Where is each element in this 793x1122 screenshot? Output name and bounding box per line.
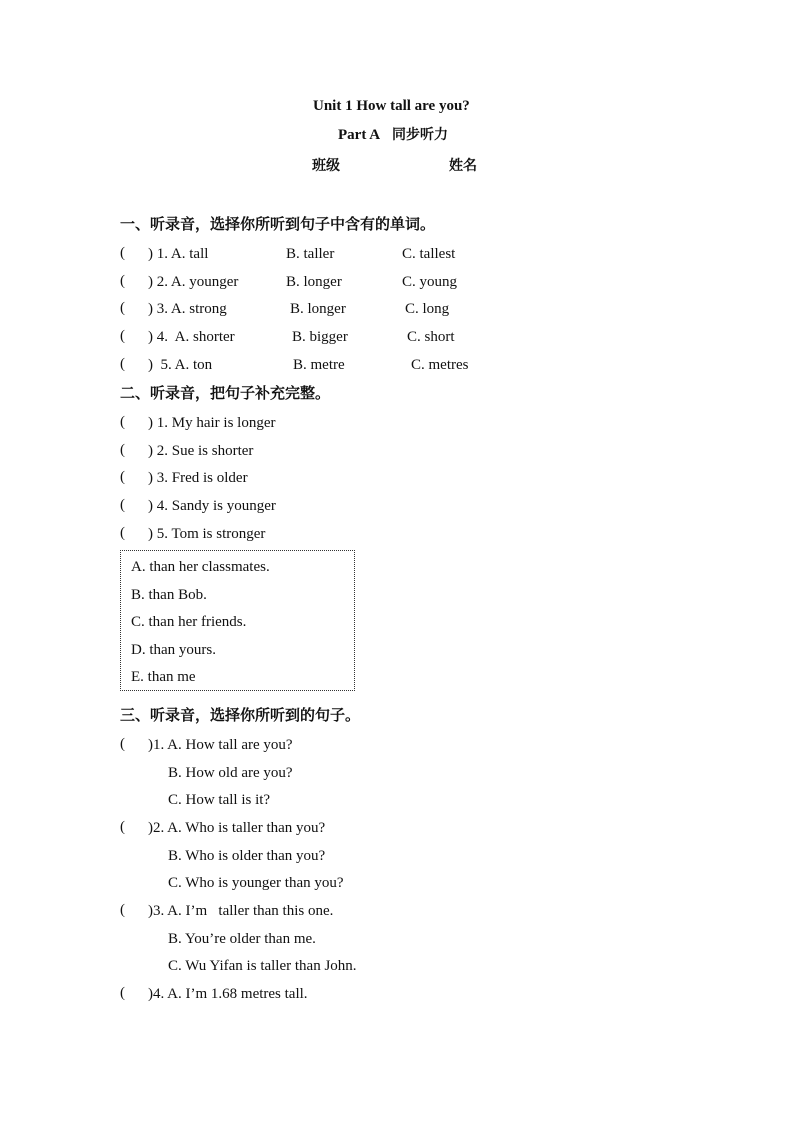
s1-q5-b: B. metre [293,357,345,373]
s3-q3-c: C. Wu Yifan is taller than John. [168,958,357,974]
s1-q5-a: ) 5. A. ton [148,357,213,373]
s1-q3-c: C. long [405,301,450,317]
s1-q4-b: B. bigger [292,329,348,345]
answer-paren: ( [120,356,125,372]
s3-q4-a: )4. A. I’m 1.68 metres tall. [148,986,308,1002]
s2-q4: ) 4. Sandy is younger [148,498,276,514]
section3-heading: 三、听录音，选择你所听到的句子。 [120,706,361,724]
answer-paren: ( [120,442,125,458]
s3-q3-b: B. You’re older than me. [168,931,316,947]
s1-q3-a: ) 3. A. strong [148,301,227,317]
s3-q2-a: )2. A. Who is taller than you? [148,820,326,836]
s2-q2: ) 2. Sue is shorter [148,443,254,459]
option-c: C. than her friends. [131,614,247,630]
s1-q4-a: ) 4. A. shorter [148,329,235,345]
s1-q4-c: C. short [407,329,455,345]
option-d: D. than yours. [131,642,216,658]
option-e: E. than me [131,669,196,685]
s2-q1: ) 1. My hair is longer [148,415,276,431]
s1-q1-a: ) 1. A. tall [148,246,209,262]
s2-q3: ) 3. Fred is older [148,470,248,486]
s1-q5-c: C. metres [411,357,469,373]
s1-q2-c: C. young [402,274,458,290]
s3-q1-c: C. How tall is it? [168,792,271,808]
answer-paren: ( [120,985,125,1001]
worksheet-title: Unit 1 How tall are you? [313,98,470,114]
answer-paren: ( [120,328,125,344]
s1-q1-c: C. tallest [402,246,456,262]
answer-paren: ( [120,300,125,316]
s3-q2-b: B. Who is older than you? [168,848,326,864]
answer-paren: ( [120,273,125,289]
section2-heading: 二、听录音，把句子补充完整。 [120,384,331,402]
s1-q2-a: ) 2. A. younger [148,274,239,290]
s1-q1-b: B. taller [286,246,335,262]
s3-q3-a: )3. A. I’m taller than this one. [148,903,334,919]
answer-paren: ( [120,819,125,835]
s3-q1-a: )1. A. How tall are you? [148,737,293,753]
part-label: Part A [338,127,381,143]
answer-paren: ( [120,245,125,261]
s1-q2-b: B. longer [286,274,342,290]
name-label: 姓名 [449,158,477,174]
option-a: A. than her classmates. [131,559,270,575]
s1-q3-b: B. longer [290,301,346,317]
answer-paren: ( [120,497,125,513]
answer-paren: ( [120,525,125,541]
class-label: 班级 [312,158,340,174]
s3-q2-c: C. Who is younger than you? [168,875,344,891]
answer-paren: ( [120,902,125,918]
answer-paren: ( [120,736,125,752]
answer-paren: ( [120,469,125,485]
section1-heading: 一、听录音，选择你所听到句子中含有的单词。 [120,215,436,233]
option-b: B. than Bob. [131,587,207,603]
s2-q5: ) 5. Tom is stronger [148,526,266,542]
s3-q1-b: B. How old are you? [168,765,293,781]
answer-paren: ( [120,414,125,430]
options-box [120,550,355,691]
part-subtitle: 同步听力 [392,127,448,143]
